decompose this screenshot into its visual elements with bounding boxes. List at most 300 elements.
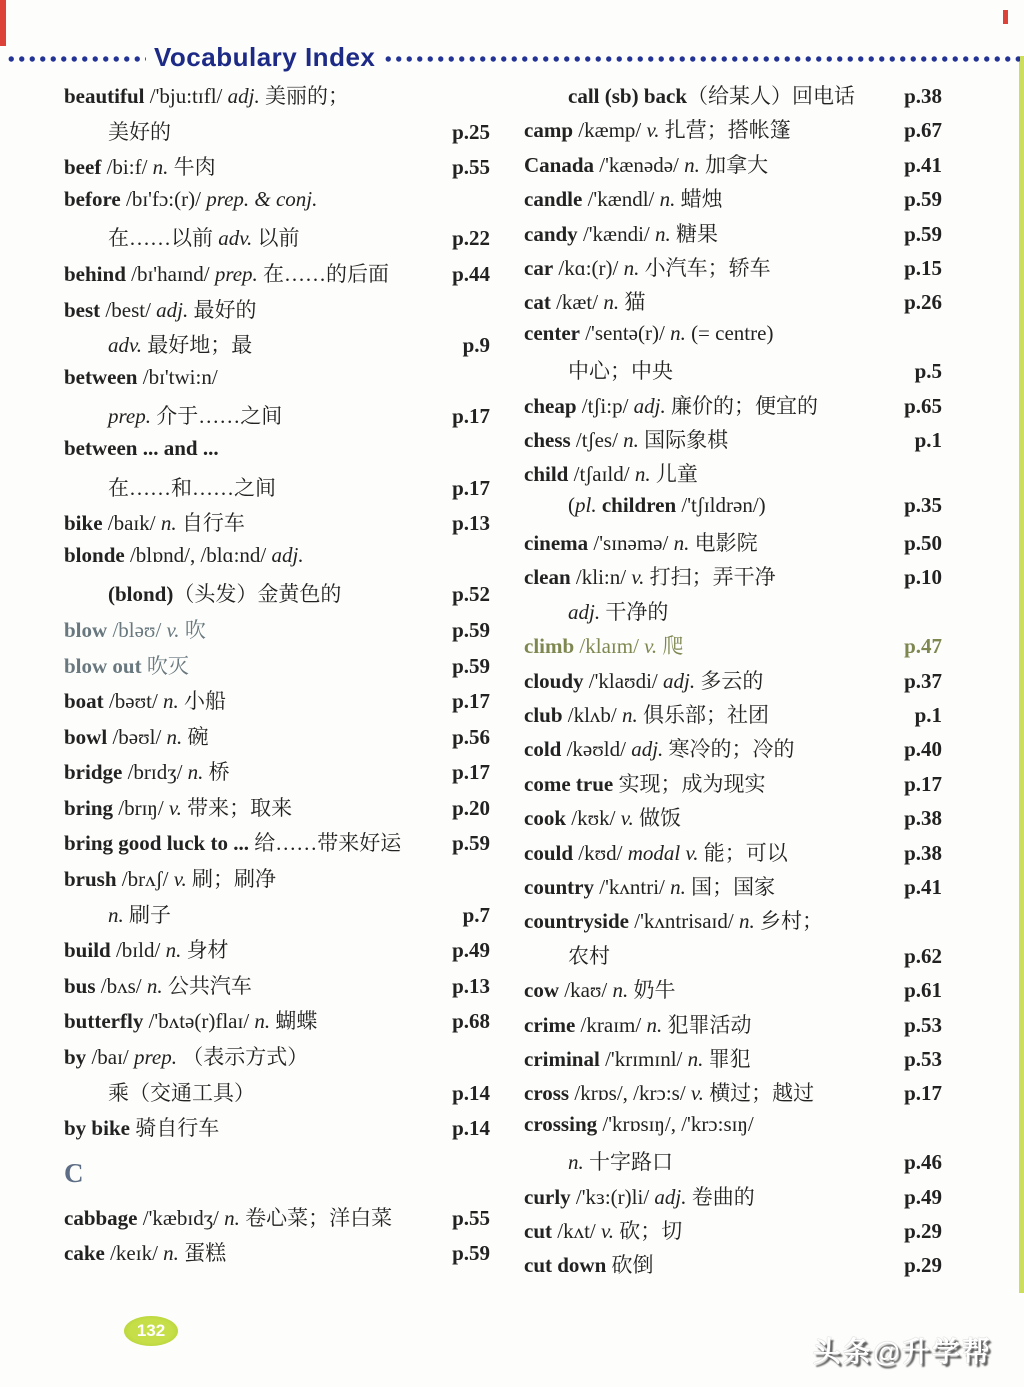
- headword: clean: [524, 565, 571, 590]
- vocab-entry-line: [524, 802, 942, 836]
- headword: cross: [524, 1081, 570, 1106]
- watermark: 头条@升学帮: [812, 1336, 992, 1367]
- pos-label: prep. & conj.: [206, 186, 318, 211]
- entry-segment: /kʊk/: [566, 806, 621, 831]
- headword: child: [524, 462, 569, 487]
- entry-text: [524, 114, 791, 144]
- entry-segment: 在……的后面: [257, 261, 390, 286]
- vocab-entry-line: [64, 472, 490, 508]
- entry-segment: /kʊd/: [573, 840, 628, 865]
- entry-segment: /tʃes/: [570, 427, 624, 452]
- entry-segment: 罪犯: [703, 1046, 751, 1071]
- page-number: p.44: [452, 261, 490, 286]
- entry-text: [524, 699, 769, 729]
- headword: center: [524, 320, 580, 345]
- pos-label: v.: [690, 1081, 704, 1106]
- pos-label: v.: [168, 795, 182, 820]
- vocab-entry-line: [524, 149, 942, 183]
- entry-text: [108, 578, 341, 608]
- vocab-entry-line: [64, 756, 490, 792]
- entry-segment: 蛋糕: [178, 1241, 227, 1266]
- headword: chess: [524, 427, 571, 452]
- page-number: p.49: [904, 1184, 942, 1209]
- headword: cold: [524, 737, 562, 762]
- entry-text: [568, 80, 855, 110]
- page-number: p.22: [452, 226, 490, 251]
- vocab-entry-line: [524, 321, 942, 355]
- headword: beautiful: [64, 84, 145, 108]
- page-number: p.17: [904, 771, 942, 796]
- pos-label: adj.: [631, 737, 664, 762]
- headword: cut: [524, 1218, 552, 1243]
- entry-segment: /'tʃɪldrən/): [676, 492, 766, 517]
- entry-text: [524, 286, 645, 316]
- entry-segment: /baɪk/: [102, 511, 161, 536]
- entry-segment: 寒冷的；冷的: [663, 737, 795, 762]
- pos-label: n.: [622, 703, 638, 728]
- page-number: p.46: [904, 1150, 942, 1175]
- entry-segment: 桥: [203, 760, 230, 785]
- page-number: p.14: [452, 1080, 490, 1105]
- entry-segment: /'sɪnəmə/: [588, 531, 674, 556]
- entry-segment: 多云的: [695, 668, 764, 693]
- vocab-entry-line: [524, 286, 942, 320]
- entry-segment: /kæt/: [550, 290, 604, 315]
- page-number: p.25: [452, 119, 490, 144]
- entry-text: [64, 1005, 317, 1035]
- entry-text: [64, 970, 252, 1000]
- entry-segment: /bɪ'haɪnd/: [125, 261, 215, 286]
- entry-text: [64, 721, 209, 751]
- headword: behind: [64, 261, 126, 286]
- entry-segment: /'kænədə/: [594, 152, 685, 177]
- entry-text: [568, 355, 673, 385]
- entry-segment: /keɪk/: [104, 1241, 164, 1266]
- entry-segment: 以前: [252, 226, 300, 251]
- entry-segment: /kɑ:(r)/: [553, 255, 624, 280]
- headword: car: [524, 255, 554, 280]
- pos-label: n.: [108, 902, 124, 927]
- entry-segment: 砍倒: [606, 1253, 654, 1278]
- entry-text: [108, 222, 300, 252]
- vocab-entry-line: [524, 1215, 942, 1249]
- headword: between: [64, 364, 138, 389]
- page-number: p.52: [452, 582, 490, 607]
- entry-text: [64, 80, 349, 110]
- entry-segment: 儿童: [650, 462, 698, 487]
- entry-segment: /kli:n/: [570, 565, 632, 590]
- headword: by: [64, 1045, 87, 1070]
- vocab-entry-line: [524, 80, 942, 114]
- entry-segment: 蜡烛: [675, 187, 723, 212]
- page-number: p.59: [452, 653, 490, 678]
- page-number: p.61: [904, 978, 942, 1003]
- entry-segment: 美好的: [108, 119, 171, 144]
- entry-segment: 在……和……之间: [108, 475, 276, 500]
- vocab-entry-line: [524, 527, 942, 561]
- pos-label: adj.: [156, 297, 189, 322]
- entry-segment: /best/: [100, 297, 157, 322]
- entry-text: [64, 685, 226, 715]
- entry-text: [64, 650, 189, 680]
- vocab-entry-line: [64, 578, 490, 614]
- entry-text: [64, 1202, 392, 1232]
- pos-label: adv.: [108, 333, 143, 358]
- vocab-entry-line: [524, 699, 942, 733]
- page-number: p.49: [452, 938, 490, 963]
- page-number: p.17: [452, 475, 490, 500]
- entry-segment: 最好地；最: [142, 333, 253, 358]
- entry-segment: /bi:f/: [101, 155, 153, 180]
- entry-text: [524, 802, 681, 832]
- page-number: p.41: [904, 874, 942, 899]
- entry-segment: 国际象棋: [638, 427, 729, 452]
- entry-segment: 吹灭: [141, 653, 189, 678]
- entry-segment: 加拿大: [699, 152, 769, 177]
- headword: camp: [524, 118, 573, 143]
- vocab-entry-line: [64, 151, 490, 187]
- page-number: p.50: [904, 531, 942, 556]
- entry-segment: 乡村；: [754, 909, 823, 934]
- entry-segment: 能；可以: [698, 840, 788, 865]
- headword: beef: [64, 155, 102, 180]
- vocab-entry-line: [524, 390, 942, 424]
- pos-label: n.: [254, 1009, 271, 1034]
- pos-label: pl.: [575, 492, 597, 517]
- entry-segment: 国；国家: [685, 874, 776, 899]
- vocab-entry-line: [64, 934, 490, 970]
- headword: cheap: [524, 393, 577, 418]
- entry-segment: /bəʊl/: [107, 724, 167, 749]
- vocab-entry-line: [64, 1041, 490, 1077]
- entry-text: [524, 871, 775, 901]
- vocab-entry-line: [524, 183, 942, 217]
- pos-label: v.: [601, 1218, 615, 1243]
- entry-text: [524, 458, 698, 488]
- entry-segment: 介于……之间: [150, 404, 283, 429]
- pos-label: n.: [623, 255, 640, 280]
- entry-segment: (= centre): [685, 320, 774, 345]
- pos-label: v.: [173, 867, 187, 892]
- page-number: p.17: [452, 689, 490, 714]
- entry-text: [524, 1215, 682, 1245]
- headword: criminal: [524, 1046, 600, 1071]
- vocab-entry-line: [524, 252, 942, 286]
- entry-text: [64, 543, 304, 568]
- headword: cat: [524, 290, 551, 315]
- entry-segment: 小船: [178, 689, 227, 714]
- entry-segment: 在……以前: [108, 226, 219, 251]
- headword: cut down: [524, 1253, 607, 1278]
- entry-text: [568, 596, 668, 626]
- entry-segment: 刷；刷净: [186, 867, 276, 892]
- pos-label: n.: [670, 320, 686, 345]
- entry-segment: 十字路口: [583, 1150, 673, 1175]
- entry-text: [524, 630, 683, 660]
- vocab-entry-line: [524, 1146, 942, 1180]
- entry-text: [64, 1237, 226, 1267]
- entry-text: [524, 974, 676, 1004]
- entry-text: [108, 400, 282, 430]
- entry-text: [524, 561, 776, 591]
- entry-text: [64, 294, 257, 324]
- headword: bus: [64, 973, 96, 998]
- entry-segment: /baɪ/: [86, 1045, 135, 1070]
- vocab-entry-line: [524, 561, 942, 595]
- vocab-entry-line: [524, 493, 942, 527]
- page-number: p.29: [904, 1253, 942, 1278]
- vocab-entry-line: [64, 507, 490, 543]
- pos-label: n.: [165, 938, 182, 963]
- page-number: p.35: [904, 492, 942, 517]
- headword: cook: [524, 806, 566, 831]
- vocab-entry-line: [524, 940, 942, 974]
- vocab-entry-line: [524, 768, 942, 802]
- entry-text: [524, 252, 771, 282]
- entry-text: [568, 1146, 673, 1176]
- vocab-entry-line: [524, 424, 942, 458]
- entry-segment: 扎营；搭帐篷: [659, 118, 791, 143]
- page-number: p.14: [452, 1116, 490, 1141]
- entry-text: [524, 1009, 751, 1039]
- pos-label: v.: [644, 634, 658, 659]
- vocab-entry-line: [64, 80, 490, 116]
- headword: call (sb) back: [568, 84, 688, 108]
- entry-segment: 乘（交通工具）: [108, 1080, 255, 1105]
- pos-label: prep.: [108, 404, 151, 429]
- entry-text: [524, 905, 823, 935]
- entry-segment: 爬: [657, 634, 684, 659]
- entry-text: [64, 187, 317, 212]
- entry-text: [524, 1181, 755, 1211]
- entry-segment: 美丽的；: [259, 84, 349, 108]
- page-number: p.9: [462, 333, 490, 358]
- entry-segment: 小汽车；轿车: [639, 255, 771, 280]
- entry-text: [64, 258, 389, 288]
- entry-segment: 身材: [181, 938, 229, 963]
- entry-segment: /bləʊ/: [107, 617, 167, 642]
- pos-label: n.: [146, 973, 163, 998]
- page-number: p.13: [452, 973, 490, 998]
- vocab-entry-line: [524, 665, 942, 699]
- headword: cake: [64, 1241, 105, 1266]
- pos-label: v.: [620, 806, 634, 831]
- pos-label: adj.: [271, 542, 304, 567]
- vocab-entry-line: [524, 1249, 942, 1283]
- entry-text: [524, 390, 818, 420]
- vocab-entry-line: [524, 1077, 942, 1111]
- entry-text: [64, 614, 206, 644]
- page-number: p.15: [904, 255, 942, 280]
- entry-segment: （表示方式）: [176, 1045, 309, 1070]
- entry-text: [524, 424, 728, 454]
- headword: build: [64, 938, 111, 963]
- entry-text: [64, 934, 229, 964]
- pos-label: n.: [612, 978, 629, 1003]
- headword: cow: [524, 978, 559, 1003]
- entry-text: [64, 792, 292, 822]
- section-letter: C: [64, 1157, 84, 1188]
- headword: blow out: [64, 653, 142, 678]
- entry-segment: 给……带来好运: [248, 831, 402, 856]
- page-number: p.59: [904, 221, 942, 246]
- entry-segment: (: [568, 492, 575, 517]
- page-number: p.56: [452, 724, 490, 749]
- headword: club: [524, 703, 563, 728]
- entry-segment: 带来；取来: [181, 795, 293, 820]
- vocab-entry-line: [64, 827, 490, 863]
- print-mark-red-left: [0, 0, 6, 46]
- page-number: p.17: [904, 1081, 942, 1106]
- page-number: p.53: [904, 1012, 942, 1037]
- pos-label: n.: [163, 1241, 179, 1266]
- entry-segment: 砍；切: [614, 1218, 683, 1243]
- entry-segment: /kəʊld/: [561, 737, 632, 762]
- headword: bowl: [64, 724, 108, 749]
- entry-text: [524, 321, 773, 346]
- vocab-entry-line: [64, 365, 490, 401]
- vocab-entry-line: [64, 294, 490, 330]
- vocab-entry-line: [524, 1009, 942, 1043]
- vocab-entry-line: [524, 1112, 942, 1146]
- page-number: p.20: [452, 795, 490, 820]
- headword: cloudy: [524, 668, 584, 693]
- headword: candy: [524, 221, 578, 246]
- entry-text: [568, 940, 610, 970]
- pos-label: v.: [631, 565, 645, 590]
- entry-text: [524, 665, 763, 695]
- entry-text: [524, 733, 795, 763]
- entry-text: [64, 1112, 219, 1142]
- entry-segment: 自行车: [176, 511, 245, 536]
- vocab-entry-line: [64, 721, 490, 757]
- pos-label: n.: [160, 511, 177, 536]
- page-number: p.13: [452, 511, 490, 536]
- entry-segment: 打扫；弄干净: [644, 565, 776, 590]
- vocab-entry-line: [64, 1005, 490, 1041]
- entry-segment: /'kændl/: [582, 187, 660, 212]
- page-number: p.62: [904, 943, 942, 968]
- page-number: p.10: [904, 565, 942, 590]
- entry-segment: /'kʌntri/: [594, 874, 671, 899]
- vocab-entry-line: [64, 650, 490, 686]
- pos-label: adj.: [662, 668, 696, 693]
- entry-text: [108, 116, 171, 146]
- entry-segment: /kæmp/: [573, 118, 647, 143]
- headword: (blond): [108, 582, 174, 607]
- pos-label: adj.: [568, 599, 601, 624]
- pos-label: n.: [187, 760, 204, 785]
- entry-segment: 公共汽车: [162, 973, 252, 998]
- vocab-entry-line: [524, 905, 942, 939]
- entry-segment: 电影院: [689, 531, 758, 556]
- entry-text: [64, 365, 218, 390]
- page-number: p.40: [904, 737, 942, 762]
- headword: butterfly: [64, 1009, 144, 1034]
- page-number: p.55: [452, 155, 490, 180]
- dotted-rule-right: [383, 52, 1020, 66]
- entry-text: [568, 493, 766, 518]
- entry-text: [64, 1041, 308, 1071]
- vocab-entry-line: [524, 114, 942, 148]
- entry-text: [524, 1112, 754, 1137]
- vocab-entry-line: [524, 630, 942, 664]
- entry-segment: /'kʌntrisaɪd/: [629, 909, 739, 934]
- vocab-entry-line: [64, 543, 490, 579]
- entry-segment: /'klaʊdi/: [583, 668, 663, 693]
- page-number: p.38: [904, 84, 942, 108]
- entry-segment: /brɪŋ/: [113, 795, 169, 820]
- dotted-rule-left: [6, 52, 146, 66]
- page-number: p.41: [904, 152, 942, 177]
- page-number: p.68: [452, 1009, 490, 1034]
- pos-label: adv.: [218, 226, 253, 251]
- entry-segment: /bəʊt/: [103, 689, 164, 714]
- entry-text: [64, 827, 401, 857]
- vocab-entry-line: [64, 116, 490, 152]
- headword: Canada: [524, 152, 595, 177]
- entry-segment: 农村: [568, 943, 610, 968]
- pos-label: adj.: [654, 1184, 687, 1209]
- entry-text: [108, 329, 252, 359]
- vocab-entry-line: [64, 899, 490, 935]
- vocab-entry-line: [64, 970, 490, 1006]
- entry-text: [64, 151, 216, 181]
- entry-text: [524, 1077, 814, 1107]
- entry-segment: 廉价的；便宜的: [665, 393, 819, 418]
- page-number: p.38: [904, 806, 942, 831]
- vocab-column-right: [524, 80, 942, 1284]
- vocab-entry-line: [524, 837, 942, 871]
- entry-text: [524, 149, 768, 179]
- vocab-entry-line: [64, 187, 490, 223]
- headword: by bike: [64, 1116, 130, 1141]
- page-number: p.5: [914, 359, 942, 384]
- entry-segment: 吹: [179, 617, 206, 642]
- vocab-entry-line: [524, 458, 942, 492]
- headword: curly: [524, 1184, 571, 1209]
- entry-segment: /blɒnd/, /blɑ:nd/: [124, 542, 272, 567]
- vocab-entry-line: [64, 1237, 490, 1273]
- pos-label: n.: [568, 1150, 584, 1175]
- entry-segment: /klaɪm/: [574, 634, 645, 659]
- vocab-entry-line: [64, 792, 490, 828]
- entry-segment: /'krɪmɪnl/: [599, 1046, 688, 1071]
- entry-segment: /tʃaɪld/: [568, 462, 635, 487]
- vocab-entry-line: [524, 355, 942, 389]
- headword: crime: [524, 1012, 576, 1037]
- vocab-entry-line: [524, 218, 942, 252]
- page-number: p.29: [904, 1218, 942, 1243]
- vocab-entry-line: [524, 974, 942, 1008]
- headword: bring: [64, 795, 114, 820]
- headword: best: [64, 297, 101, 322]
- entry-text: [64, 756, 230, 786]
- pos-label: v.: [646, 118, 660, 143]
- entry-segment: /klʌb/: [562, 703, 623, 728]
- page-number: p.59: [452, 831, 490, 856]
- headword: between ... and ...: [64, 435, 219, 460]
- headword: candle: [524, 187, 583, 212]
- entry-segment: /bɪ'fɔ:(r)/: [120, 186, 207, 211]
- headword: countryside: [524, 909, 629, 934]
- entry-segment: 猫: [619, 290, 646, 315]
- entry-segment: /bɪld/: [110, 938, 166, 963]
- entry-segment: 卷曲的: [686, 1184, 755, 1209]
- pos-label: n.: [224, 1205, 240, 1230]
- entry-segment: /krɒs/, /krɔ:s/: [569, 1081, 691, 1106]
- entry-text: [524, 218, 718, 248]
